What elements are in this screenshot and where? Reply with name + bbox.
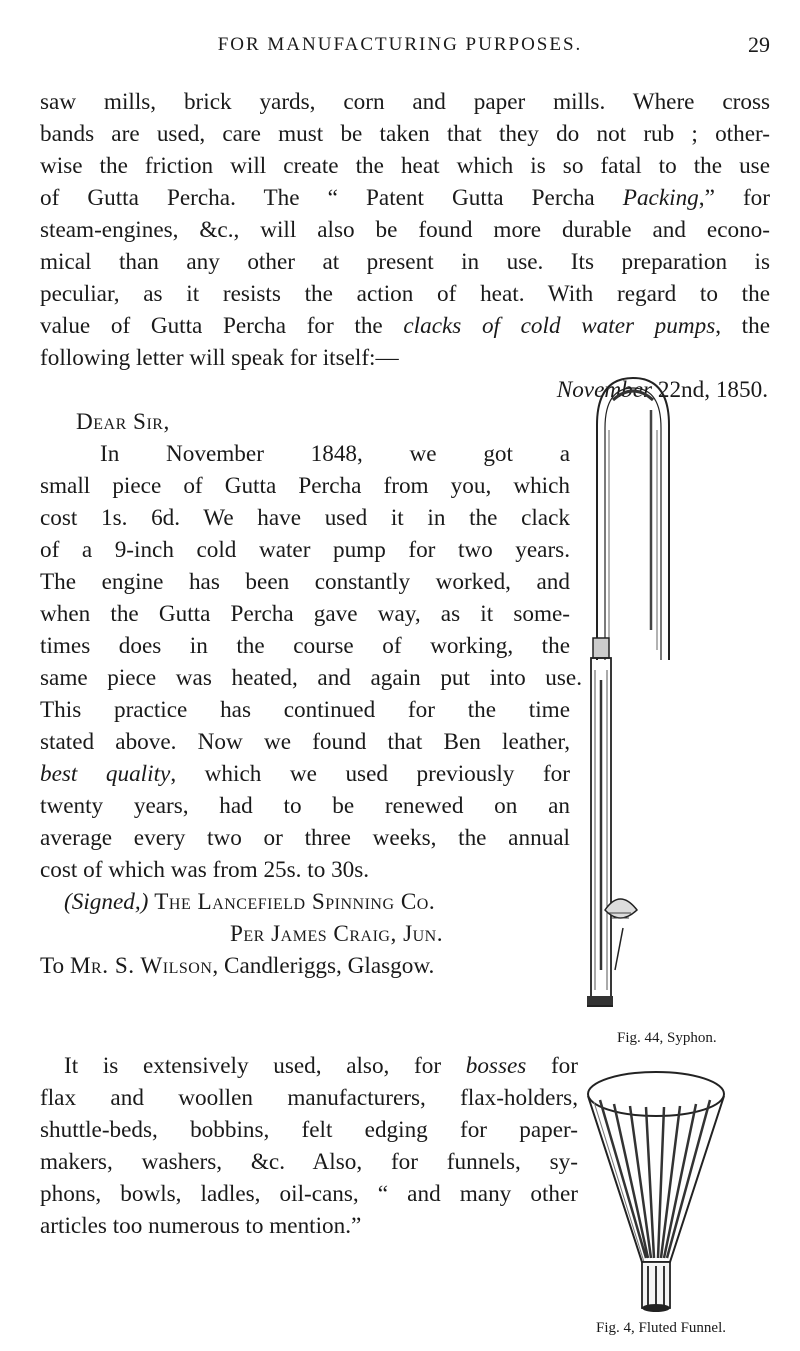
text-run: It is extensively used, also, for [64, 1053, 466, 1079]
letter-line-13: average every two or three weeks, the annual [40, 825, 570, 851]
syphon-caption: Fig. 44, Syphon. [617, 1030, 717, 1046]
letter-line-9: This practice has continued for the time [40, 697, 570, 723]
paragraph-2-line-5: phons, bowls, ladles, oil-cans, “ and many other [40, 1181, 578, 1207]
date-month: November [556, 377, 653, 403]
paragraph-1-line-5: steam-engines, &c., will also be found more durable and econo- [40, 217, 770, 243]
letter-line-10: stated above. Now we found that Ben leather, [40, 729, 570, 755]
clacks-term: clacks of cold water pumps [403, 313, 716, 339]
signatory-company: The Lancefield Spinning Co. [148, 889, 436, 915]
paragraph-1-line-7: peculiar, as it resists the action of heat. With regard to the [40, 281, 770, 307]
bosses-term: bosses [465, 1053, 527, 1079]
fluted-funnel-illustration [580, 1062, 730, 1317]
best-quality-term: best quality [40, 761, 171, 787]
text-run: , Candleriggs, Glasgow. [212, 953, 435, 979]
paragraph-1-line-8 [40, 310, 770, 342]
letter-line-5: The engine has been constantly worked, and [40, 569, 570, 595]
text-run: , the [715, 313, 771, 339]
text-run: of Gutta Percha. The “ Patent Gutta Percha [40, 185, 623, 211]
letter-salutation: Dear Sir, [76, 409, 170, 435]
paragraph-1-line-1: saw mills, brick yards, corn and paper mills. Where cross [40, 89, 770, 115]
paragraph-2-line-1 [64, 1050, 578, 1082]
letter-line-3: cost 1s. 6d. We have used it in the clack [40, 505, 570, 531]
letter-addressee [40, 950, 434, 982]
paragraph-1-line-9: following letter will speak for itself:— [40, 345, 399, 371]
text-run: for [526, 1053, 579, 1079]
paragraph-2-line-2: flax and woollen manufacturers, flax-holders, [40, 1085, 578, 1111]
letter-line-6: when the Gutta Percha gave way, as it some- [40, 601, 570, 627]
letter-line-1: In November 1848, we got a [100, 441, 570, 467]
text-run: , which we used previously for [170, 761, 570, 787]
signed-label: (Signed,) [64, 889, 149, 915]
syphon-illustration [565, 370, 685, 1030]
addressee-name: Mr. S. Wilson [69, 953, 213, 979]
paragraph-2-line-4: makers, washers, &c. Also, for funnels, sy- [40, 1149, 578, 1175]
letter-line-11 [40, 758, 570, 790]
letter-line-14: cost of which was from 25s. to 30s. [40, 857, 370, 883]
page-number: 29 [748, 32, 770, 57]
letter-line-7: times does in the course of working, the [40, 633, 570, 659]
letter-line-12: twenty years, had to be renewed on an [40, 793, 570, 819]
paragraph-1-line-4 [40, 182, 770, 214]
text-run: To [40, 953, 70, 979]
paragraph-1-line-2: bands are used, care must be taken that they do not rub ; other- [40, 121, 770, 147]
paragraph-1-line-6: mical than any other at present in use. Its preparation is [40, 249, 770, 275]
letter-signature [64, 886, 435, 918]
fluted-funnel-caption: Fig. 4, Fluted Funnel. [596, 1320, 727, 1336]
paragraph-2-line-3: shuttle-beds, bobbins, felt edging for paper- [40, 1117, 578, 1143]
letter-line-4: of a 9-inch cold water pump for two years. [40, 537, 570, 563]
letter-line-2: small piece of Gutta Percha from you, which [40, 473, 570, 499]
packing-term: Packing [622, 185, 699, 211]
text-run: ,” for [698, 185, 770, 211]
date-rest: 22nd, 1850. [652, 377, 768, 403]
text-run: value of Gutta Percha for the [40, 313, 404, 339]
paragraph-1-line-3: wise the friction will create the heat which is so fatal to the use [40, 153, 770, 179]
paragraph-2-line-6: articles too numerous to mention.” [40, 1213, 362, 1239]
running-title: FOR MANUFACTURING PURPOSES. [217, 34, 583, 55]
letter-per-line: Per James Craig, Jun. [230, 921, 444, 947]
letter-line-8: same piece was heated, and again put into use. [40, 665, 582, 691]
